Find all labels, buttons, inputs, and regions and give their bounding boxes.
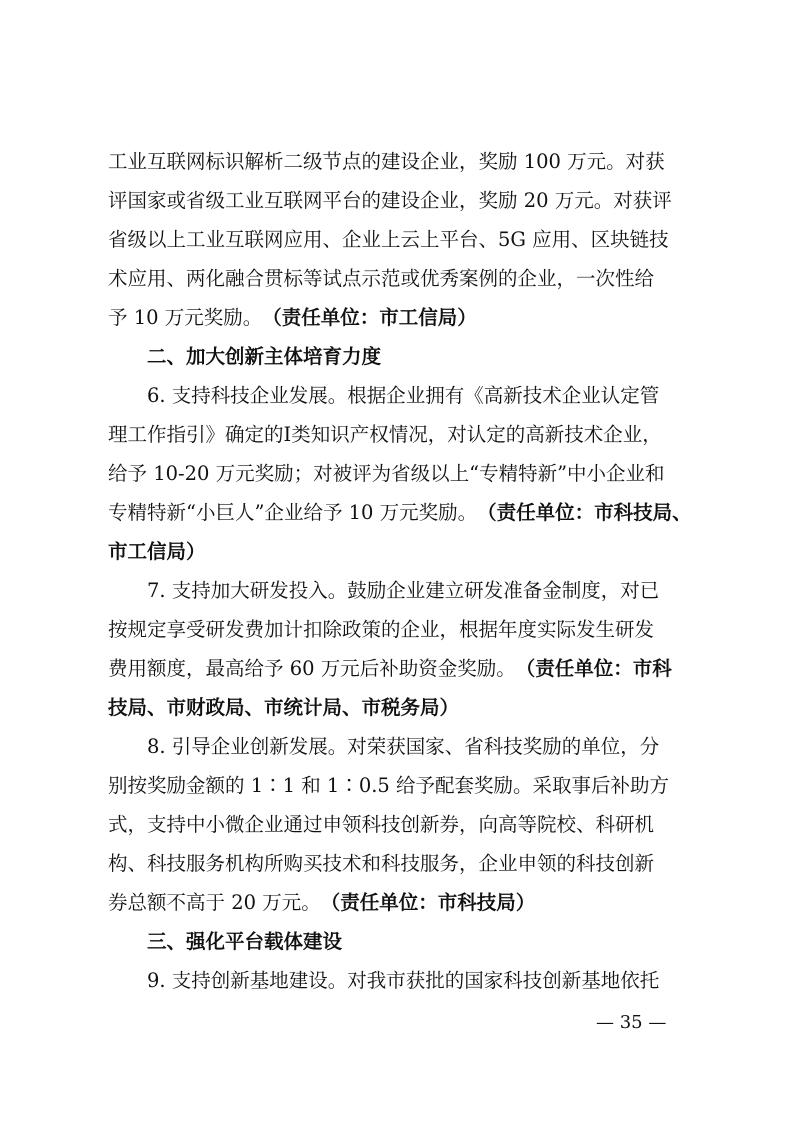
responsibility-unit: 市工信局） [108, 540, 206, 563]
paragraph-line [108, 142, 693, 181]
page-number: — 35 — [596, 1012, 667, 1033]
item-6-line [108, 415, 693, 454]
text-line: 按规定享受研发费加计扣除政策的企业，根据年度实际发生研发 [108, 618, 655, 641]
text-line: 专精特新“小巨人”企业给予 10 万元奖励。 [108, 501, 478, 524]
text-line: 术应用、两化融合贯标等试点示范或优秀案例的企业，一次性给 [108, 267, 655, 290]
text-line: 构、科技服务机构所购买技术和科技服务，企业申领的科技创新 [108, 852, 655, 875]
text-line: 9. 支持创新基地建设。对我市获批的国家科技创新基地依托 [147, 969, 660, 992]
item-8-line [108, 883, 693, 922]
text-line: 6. 支持科技企业发展。根据企业拥有《高新技术企业认定管 [147, 384, 660, 407]
item-6-line [108, 493, 693, 532]
paragraph-line [108, 259, 693, 298]
item-7-line [108, 610, 693, 649]
text-line: 给予 10-20 万元奖励；对被评为省级以上“专精特新”中小企业和 [108, 462, 665, 485]
text-line: 费用额度，最高给予 60 万元后补助资金奖励。 [108, 657, 516, 680]
item-8-line [108, 727, 693, 766]
text-line: 省级以上工业互联网应用、企业上云上平台、5G 应用、区块链技 [108, 228, 669, 251]
text-line: 予 10 万元奖励。 [108, 306, 263, 329]
item-6-line [108, 454, 693, 493]
text-line: 工业互联网标识解析二级节点的建设企业，奖励 100 万元。对获 [108, 150, 665, 173]
section-heading-2: 二、加大创新主体培育力度 [147, 345, 382, 368]
text-line: 8. 引导企业创新发展。对荣获国家、省科技奖励的单位，分 [147, 735, 660, 758]
text-line: 别按奖励金额的 1∶1 和 1∶0.5 给予配套奖励。采取事后补助方 [108, 774, 670, 797]
section-heading-3: 三、强化平台载体建设 [147, 930, 343, 953]
text-line: 理工作指引》确定的I类知识产权情况，对认定的高新技术企业， [108, 423, 662, 446]
responsibility-unit: （责任单位：市科 [515, 657, 672, 680]
text-line: 券总额不高于 20 万元。 [108, 891, 321, 914]
item-8-line [108, 766, 693, 805]
item-8-line [108, 844, 693, 883]
paragraph-line [108, 181, 693, 220]
item-6-line [108, 376, 693, 415]
item-7-line [108, 571, 693, 610]
responsibility-unit: （责任单位：市工信局） [262, 306, 477, 329]
paragraph-line [108, 220, 693, 259]
text-line: 评国家或省级工业互联网平台的建设企业，奖励 20 万元。对获评 [108, 189, 672, 212]
responsibility-unit: （责任单位：市科技局） [320, 891, 536, 914]
document-body [108, 142, 693, 1000]
responsibility-unit: （责任单位：市科技局、 [477, 501, 692, 524]
responsibility-unit: 技局、市财政局、市统计局、市税务局） [108, 696, 460, 719]
item-9-line [108, 961, 693, 1000]
item-8-line [108, 805, 693, 844]
text-line: 7. 支持加大研发投入。鼓励企业建立研发准备金制度，对已 [147, 579, 660, 602]
text-line: 式，支持中小微企业通过申领科技创新券，向高等院校、科研机 [108, 813, 655, 836]
item-7-line [108, 649, 693, 688]
paragraph-line [108, 298, 693, 337]
